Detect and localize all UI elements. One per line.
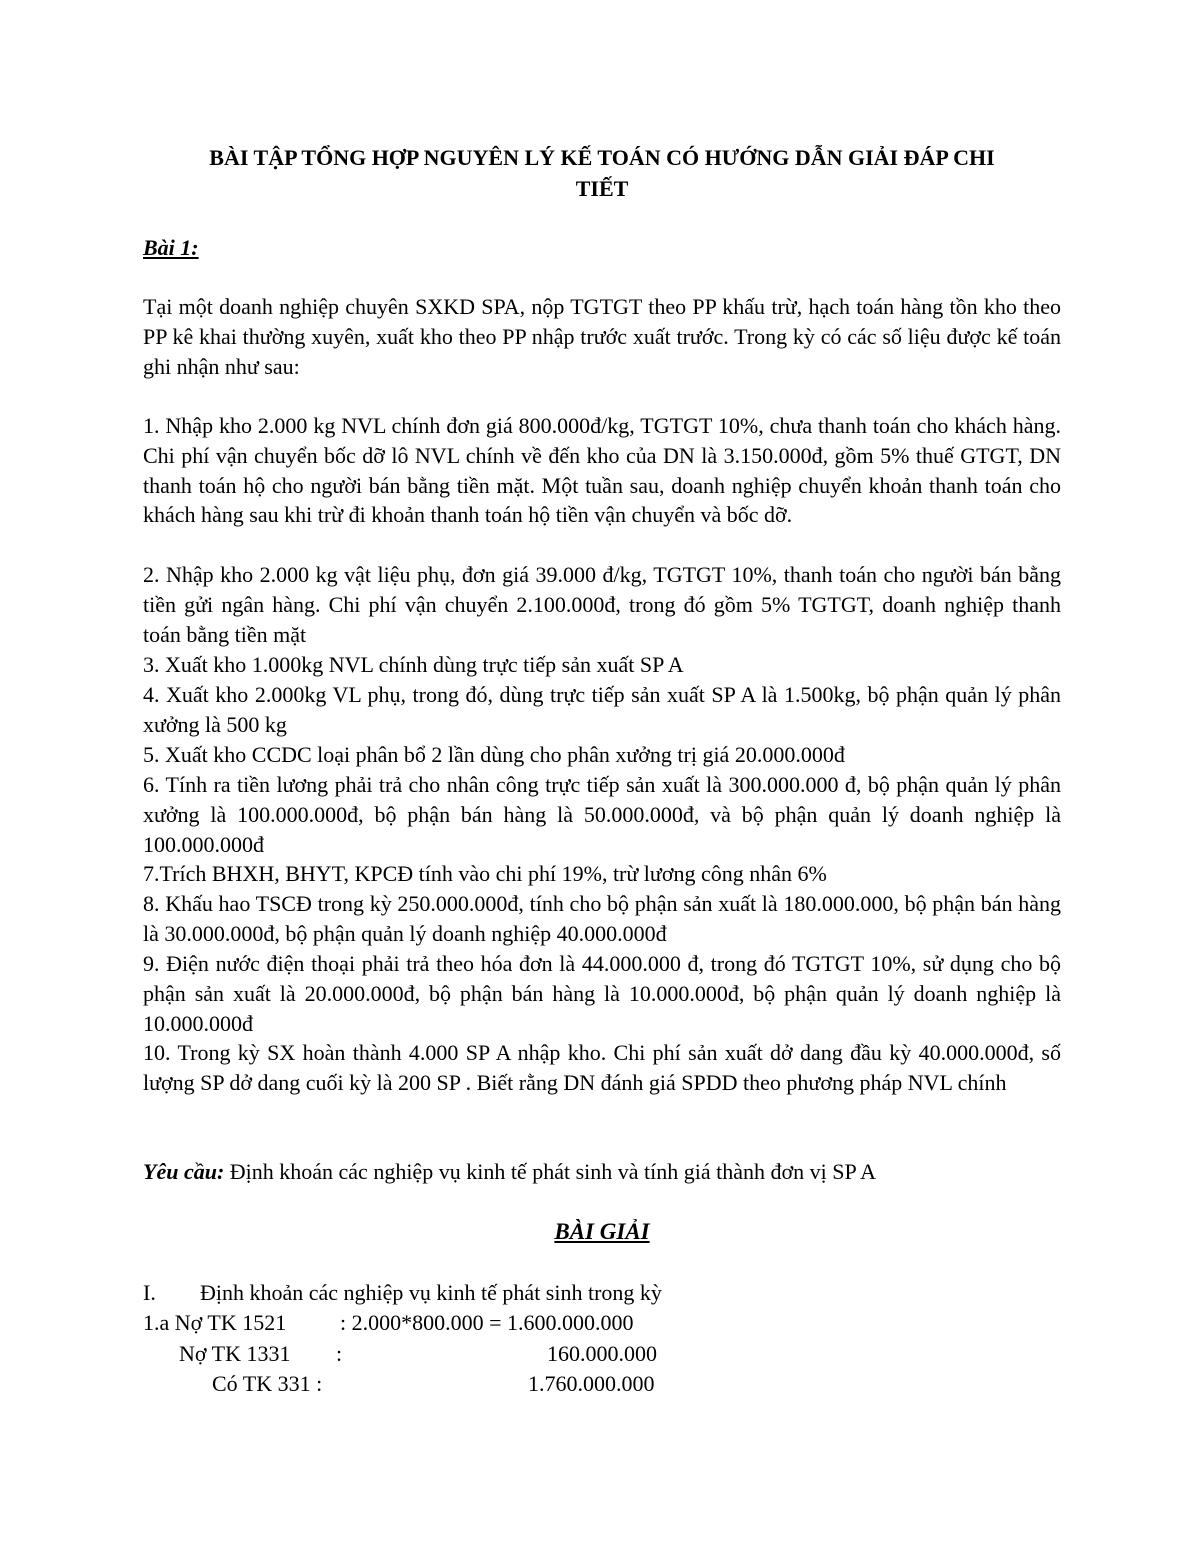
- title-line-1: BÀI TẬP TỔNG HỢP NGUYÊN LÝ KẾ TOÁN CÓ HƯỚNG DẪN GIẢI ĐÁP CHI: [209, 145, 995, 170]
- section-heading: [143, 1278, 662, 1308]
- item-6: 6. Tính ra tiền lương phải trả cho nhân công trực tiếp sản xuất là 300.000.000 đ, bộ phận quản lý phân xưởng là 100.000.000đ, bộ phận bán hàng là 50.000.000đ, và bộ phận quản lý doanh nghiệp là 100.000.000đ: [143, 772, 1061, 857]
- section-title: Định khoản các nghiệp vụ kinh tế phát sinh trong kỳ: [200, 1280, 662, 1305]
- solution-title: BÀI GIẢI: [554, 1219, 650, 1244]
- requirement: [143, 1157, 876, 1187]
- entry-1-value: : 2.000*800.000 = 1.600.000.000: [340, 1310, 634, 1335]
- section-number: I.: [143, 1280, 156, 1305]
- intro-paragraph: Tại một doanh nghiệp chuyên SXKD SPA, nộp TGTGT theo PP khấu trừ, hạch toán hàng tồn kho theo PP kê khai thường xuyên, xuất kho theo PP nhập trước xuất trước. Trong kỳ có các số liệu được kế toán ghi nhận như sau:: [143, 294, 1061, 379]
- item-8: 8. Khấu hao TSCĐ trong kỳ 250.000.000đ, tính cho bộ phận sản xuất là 180.000.000, bộ phận bán hàng là 30.000.000đ, bộ phận quản lý doanh nghiệp 40.000.000đ: [143, 891, 1061, 946]
- item-3: 3. Xuất kho 1.000kg NVL chính dùng trực tiếp sản xuất SP A: [143, 652, 684, 677]
- entry-2-colon: :: [336, 1341, 343, 1366]
- item-5: 5. Xuất kho CCDC loại phân bổ 2 lần dùng cho phân xưởng trị giá 20.000.000đ: [143, 742, 845, 767]
- entry-2-value: 160.000.000: [547, 1341, 657, 1366]
- entry-1-label: 1.a Nợ TK 1521: [143, 1310, 287, 1335]
- document-title: [143, 142, 1061, 204]
- title-line-2: TIẾT: [575, 176, 629, 201]
- exercise-heading: Bài 1:: [143, 235, 199, 260]
- requirement-text: Định khoán các nghiệp vụ kinh tế phát sinh và tính giá thành đơn vị SP A: [224, 1159, 877, 1184]
- item-1: 1. Nhập kho 2.000 kg NVL chính đơn giá 800.000đ/kg, TGTGT 10%, chưa thanh toán cho khách hàng. Chi phí vận chuyển bốc dỡ lô NVL chính về đến kho của DN là 3.150.000đ, gồm 5% thuế GTGT, DN thanh toán hộ cho người bán bằng tiền mặt. Một tuần sau, doanh nghiệp chuyển khoản thanh toán cho khách hàng sau khi trừ đi khoản thanh toán hộ tiền vận chuyển và bốc dỡ.: [143, 413, 1061, 528]
- item-2: 2. Nhập kho 2.000 kg vật liệu phụ, đơn giá 39.000 đ/kg, TGTGT 10%, thanh toán cho người bán bằng tiền gửi ngân hàng. Chi phí vận chuyển 2.100.000đ, trong đó gồm 5% TGTGT, doanh nghiệp thanh toán bằng tiền mặt: [143, 562, 1061, 647]
- requirement-label: Yêu cầu:: [143, 1159, 225, 1184]
- entry-2-label: Nợ TK 1331: [179, 1341, 291, 1366]
- item-9: 9. Điện nước điện thoại phải trả theo hóa đơn là 44.000.000 đ, trong đó TGTGT 10%, sử dụng cho bộ phận sản xuất là 20.000.000đ, bộ phận bán hàng là 10.000.000đ, bộ phận quản lý doanh nghiệp là 10.000.000đ: [143, 951, 1061, 1036]
- item-7: 7.Trích BHXH, BHYT, KPCĐ tính vào chi phí 19%, trừ lương công nhân 6%: [143, 861, 827, 886]
- item-10: 10. Trong kỳ SX hoàn thành 4.000 SP A nhập kho. Chi phí sản xuất dở dang đầu kỳ 40.000.000đ, số lượng SP dở dang cuối kỳ là 200 SP . Biết rằng DN đánh giá SPDD theo phương pháp NVL chính: [143, 1040, 1061, 1095]
- item-4: 4. Xuất kho 2.000kg VL phụ, trong đó, dùng trực tiếp sản xuất SP A là 1.500kg, bộ phận quản lý phân xưởng là 500 kg: [143, 682, 1061, 737]
- entry-3-value: 1.760.000.000: [528, 1371, 655, 1396]
- entry-3-label: Có TK 331 :: [212, 1371, 323, 1396]
